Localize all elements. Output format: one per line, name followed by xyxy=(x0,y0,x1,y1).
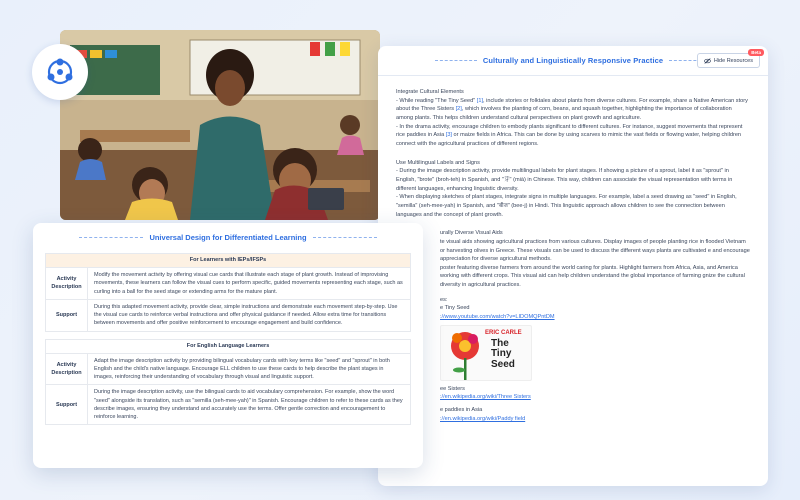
table-row xyxy=(46,353,411,385)
resource-link[interactable]: ://en.wikipedia.org/wiki/Three Sisters xyxy=(440,394,531,401)
paragraph: - In the drama activity, encourage children to embody plants significant to different cultures. For instance, suggest movements that represent rice paddies in Asia [3] or maize fields in Africa. This can be done by using scarves to mimic the vast fields or flowing water, helping children connect with the agricultural practices of different regions. xyxy=(396,123,743,147)
row-text: Modify the movement activity by offering visual cue cards that illustrate each stage of plant growth. Instead of improvising movements, these learners can follow the visual cues to perform specific, guided movements representing each stage, such as curling into a ball for the seed stage or extending arms for the mature plant. xyxy=(88,268,411,300)
resource-name: e paddies in Asia xyxy=(440,407,483,414)
paragraph: te visual aids showing agricultural practices from various cultures. Display images of people planting rice in flooded Vietnam or harvesting olives in Greece. These visuals can be used to discuss the different ways plants are cultivated e and encourage appreciation for diverse agricultural methods. xyxy=(440,238,750,263)
row-label: Activity Description xyxy=(46,268,88,300)
share-nodes-icon xyxy=(45,57,75,87)
citation-link[interactable]: [3] xyxy=(445,132,452,139)
book-cover-image[interactable] xyxy=(440,325,532,381)
resources-label: es: xyxy=(440,296,448,303)
universal-design-card xyxy=(33,223,423,468)
panel-body xyxy=(378,76,768,423)
citation-link[interactable]: [1] xyxy=(476,97,484,104)
row-text: During this adapted movement activity, provide clear, simple instructions and demonstrate each movement step-by-step. Use the visual cue cards to reinforce verbal instructions and offer physical guidance if needed. Allow extra time for transitions between movements and offer positive reinforcement to encourage engagement and build confidence. xyxy=(88,299,411,331)
row-label: Support xyxy=(46,299,88,331)
section-title: urally Diverse Visual Aids xyxy=(440,230,503,237)
row-label: Support xyxy=(46,385,88,425)
row-text: Adapt the image description activity by providing bilingual vocabulary cards with key terms like "seed" and "sprout" in both English and the child's native language. Encourage ELL children to use these cards to help describe the plant stages in images, reinforcing their understanding of vocabulary through visual and linguistic support. xyxy=(88,353,411,385)
panel-title: Culturally and Linguistically Responsive Practice xyxy=(429,56,717,65)
resource-link[interactable]: ://en.wikipedia.org/wiki/Paddy field xyxy=(440,415,526,422)
table-row xyxy=(46,299,411,331)
flower-illustration xyxy=(443,326,487,381)
culturally-responsive-panel xyxy=(378,46,768,486)
row-label: Activity Description xyxy=(46,353,88,385)
resource-name: e Tiny Seed xyxy=(440,305,470,312)
paragraph: poster featuring diverse farmers from around the world caring for plants. Highlight farmers from Africa, Asia, and America working with different crops. This visual aid can help children understand the global importance of farming gnize the cultural diversity in agricultural practices. xyxy=(440,264,745,289)
differentiation-table xyxy=(45,253,411,425)
book-title: The Tiny Seed xyxy=(491,337,515,370)
resource-name: ee Sisters xyxy=(440,385,465,392)
eye-off-icon xyxy=(704,58,711,64)
paragraph: - While reading "The Tiny Seed" [1], include stories or folktales about plants from diverse cultures. For example, share a Native American story about the Three Sisters [2], which involves the planting of corn, beans, and squash together, highlighting the importance of collaboration among plants. This helps children understand cultural perspectives on plant growth and agriculture. xyxy=(396,97,748,121)
paragraph: - When displaying sketches of plant stages, integrate signs in multiple languages. For example, label a seed drawing as "seed" in English, "semilla" (seh-mee-yah) in Spanish, and "बीज" (bee-j) in Hindi. This linguistic approach allows children to see the connection between languages and the concept of plant growth. xyxy=(396,194,737,218)
group-heading: For English Language Learners xyxy=(46,339,411,353)
classroom-photo xyxy=(60,30,380,220)
beta-badge: Beta xyxy=(748,49,764,56)
section-title: Integrate Cultural Elements xyxy=(396,89,464,95)
resource-link[interactable]: ://www.youtube.com/watch?v=LIDOMQPntDM xyxy=(440,314,555,321)
hide-resources-label: Hide Resources xyxy=(713,57,753,64)
section-title: Use Multilingual Labels and Signs xyxy=(396,159,480,166)
app-logo[interactable] xyxy=(32,44,88,100)
panel-header xyxy=(378,46,768,76)
table-row xyxy=(46,385,411,425)
book-author: ERIC CARLE xyxy=(485,329,522,336)
table-row xyxy=(46,268,411,300)
citation-link[interactable]: [2] xyxy=(455,106,462,113)
paragraph: - During the image description activity, provide multilingual labels for plant stages. If showing a picture of a sprout, label it as "sprout" in English, "brote" (broh-teh) in Spanish, and "芽" (mià) in Chinese. This way, children can associate the visual representation with terms in different languages, enhancing linguistic diversity. xyxy=(396,168,733,192)
group-heading: For Learners with IEPs/IFSPs xyxy=(46,254,411,268)
card-title: Universal Design for Differentiated Learning xyxy=(45,233,411,247)
row-text: During the image description activity, use the bilingual cards to aid vocabulary comprehension. For example, show the word "seed" alongside its translation, such as "semilla (seh-mee-yah)" in Spanish. Encourage children to refer to these cards as they describe images, ensuring they understand and accurately use the terms. Offer gentle correction and encouragement to reinforce learning. xyxy=(88,385,411,425)
